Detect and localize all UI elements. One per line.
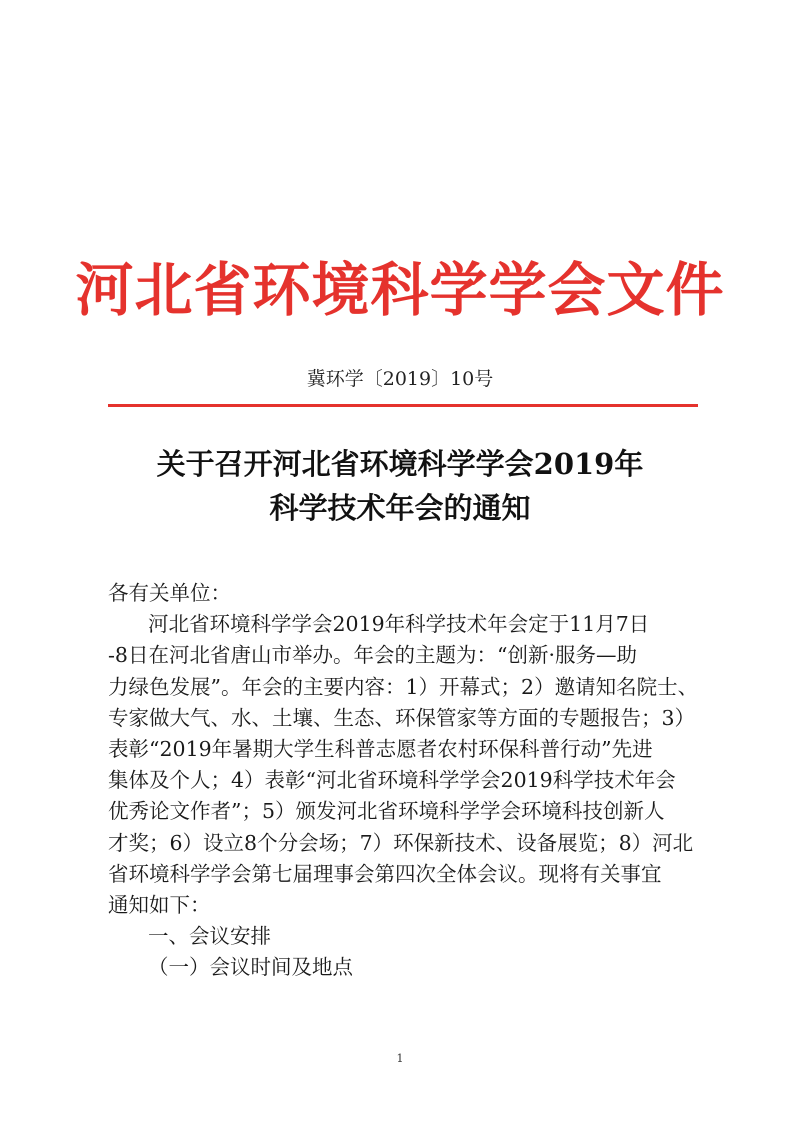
page-number: 1 [396,1052,404,1065]
notice-title [0,442,800,530]
paragraph-line: 通知如下： [108,892,211,917]
document-number: 冀环学〔2019〕10号 [306,368,494,390]
subsection-heading-1: （一）会议时间及地点 [148,955,353,980]
paragraph-line: 河北省环境科学学会2019年科学技术年会定于11月7日 [148,612,650,637]
paragraph-line: 才奖；6）设立8个分会场；7）环保新技术、设备展览；8）河北 [108,830,694,855]
paragraph-line: 优秀论文作者”；5）颁发河北省环境科学学会环境科技创新人 [108,799,665,824]
salutation: 各有关单位： [108,581,231,605]
paragraph-line: 表彰“2019年暑期大学生科普志愿者农村环保科普行动”先进 [108,736,653,761]
notice-body [108,578,700,983]
paragraph-line: 省环境科学学会第七届理事会第四次全体会议。现将有关事宜 [108,861,662,886]
notice-title-line-1: 关于召开河北省环境科学学会2019年 [156,447,644,481]
paragraph-line: -8日在河北省唐山市举办。年会的主题为：“创新·服务—助 [108,643,637,668]
paragraph-line: 专家做大气、水、土壤、生态、环保管家等方面的专题报告；3） [108,705,696,730]
section-heading-1: 一、会议安排 [148,924,271,949]
masthead-title: 河北省环境科学学会文件 [75,256,725,324]
notice-title-line-2: 科学技术年会的通知 [269,491,531,525]
red-divider-line [108,404,698,407]
paragraph-line: 力绿色发展”。年会的主要内容：1）开幕式；2）邀请知名院士、 [108,674,699,699]
paragraph-line: 集体及个人；4）表彰“河北省环境科学学会2019科学技术年会 [108,768,676,793]
